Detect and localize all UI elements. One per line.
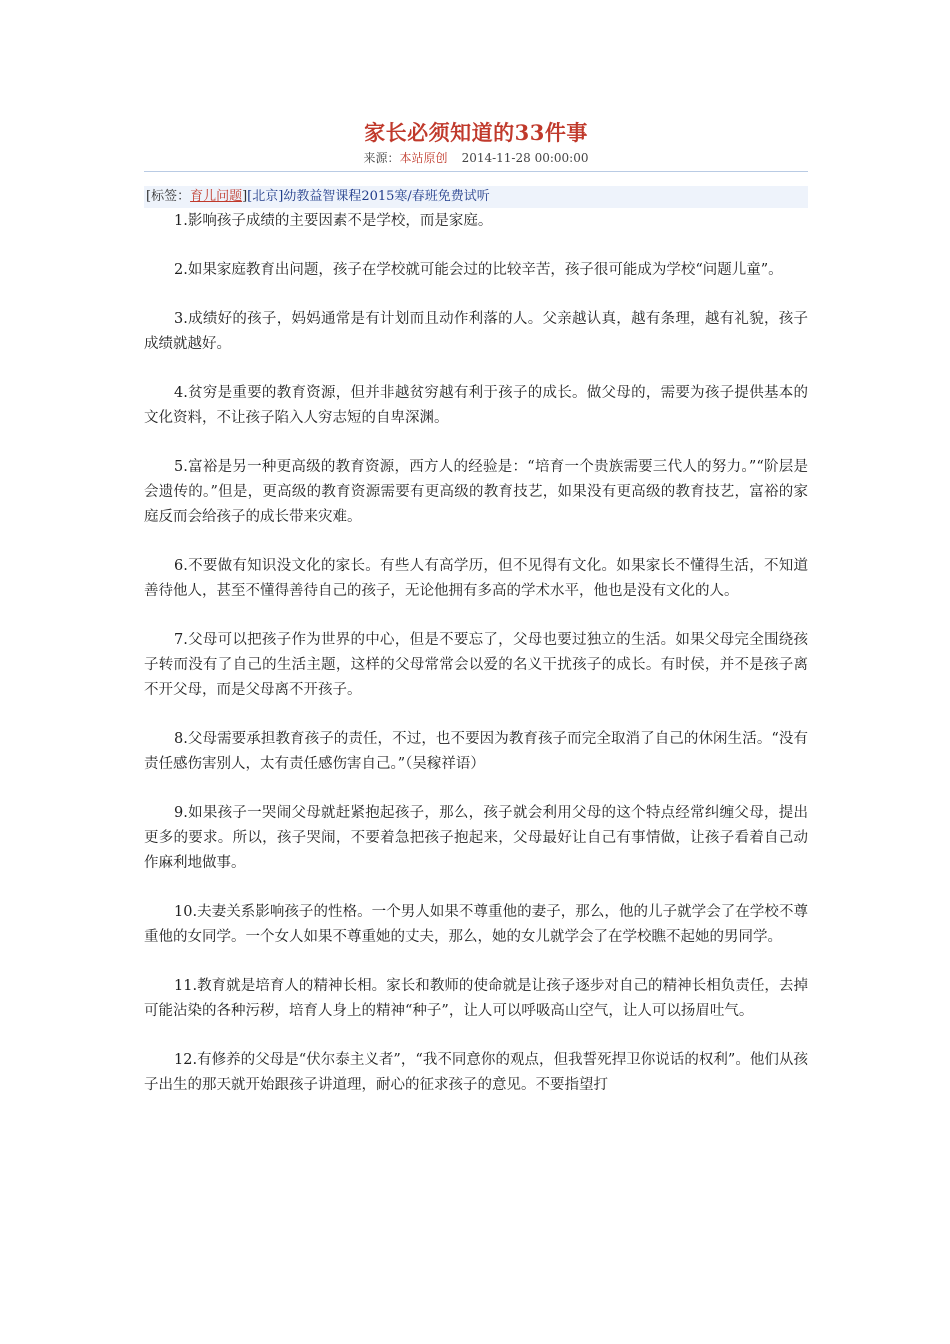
paragraph: 5.富裕是另一种更高级的教育资源，西方人的经验是：“培育一个贵族需要三代人的努力。”“阶层是会遗传的。”但是，更高级的教育资源需要有更高级的教育技艺，如果没有更高级的教育技艺，富裕的家庭反而会给孩子的成长带来灾难。	[144, 459, 808, 525]
paragraph: 9.如果孩子一哭闹父母就赶紧抱起孩子，那么，孩子就会利用父母的这个特点经常纠缠父母，提出更多的要求。所以，孩子哭闹，不要着急把孩子抱起来，父母最好让自己有事情做，让孩子看着自己动作麻利地做事。	[144, 805, 808, 871]
article-body	[144, 209, 808, 1098]
tag-link[interactable]: 育儿问题	[190, 189, 243, 204]
page-title: 家长必须知道的33件事	[364, 120, 588, 145]
source-link[interactable]: 本站原创	[399, 151, 448, 165]
paragraph: 6.不要做有知识没文化的家长。有些人有高学历，但不见得有文化。如果家长不懂得生活，不知道善待他人，甚至不懂得善待自己的孩子，无论他拥有多高的学术水平，他也是没有文化的人。	[144, 558, 808, 599]
paragraph: 3.成绩好的孩子，妈妈通常是有计划而且动作利落的人。父亲越认真，越有条理，越有礼貌，孩子成绩就越好。	[144, 311, 808, 352]
paragraph: 8.父母需要承担教育孩子的责任，不过，也不要因为教育孩子而完全取消了自己的休闲生活。“没有责任感伤害别人，太有责任感伤害自己。”（吴稼祥语）	[144, 731, 808, 772]
paragraph: 2.如果家庭教育出问题，孩子在学校就可能会过的比较辛苦，孩子很可能成为学校“问题儿童”。	[174, 262, 783, 278]
paragraph: 4.贫穷是重要的教育资源，但并非越贫穷越有利于孩子的成长。做父母的，需要为孩子提供基本的文化资料，不让孩子陷入人穷志短的自卑深渊。	[144, 385, 808, 426]
paragraph: 7.父母可以把孩子作为世界的中心，但是不要忘了，父母也要过独立的生活。如果父母完全围绕孩子转而没有了自己的生活主题，这样的父母常常会以爱的名义干扰孩子的成长。有时侯，并不是孩子离不开父母，而是父母离不开孩子。	[144, 632, 808, 698]
tag-suffix: ]	[242, 189, 248, 204]
publish-date: 2014-11-28 00:00:00	[461, 151, 589, 165]
article	[144, 118, 808, 1122]
source-label: 来源：	[363, 151, 400, 165]
title-divider	[144, 171, 808, 172]
promo-link[interactable]: [北京]幼教益智课程2015寒/春班免费试听	[247, 189, 490, 204]
tag-prefix: [标签：	[146, 189, 191, 204]
tag-bar	[144, 186, 808, 208]
paragraph: 12.有修养的父母是“伏尔泰主义者”，“我不同意你的观点，但我誓死捍卫你说话的权利”。他们从孩子出生的那天就开始跟孩子讲道理，耐心的征求孩子的意见。不要指望打	[144, 1052, 808, 1093]
paragraph: 1.影响孩子成绩的主要因素不是学校，而是家庭。	[174, 213, 493, 229]
paragraph: 11.教育就是培育人的精神长相。家长和教师的使命就是让孩子逐步对自己的精神长相负责任，去掉可能沾染的各种污秽，培育人身上的精神“种子”，让人可以呼吸高山空气，让人可以扬眉吐气。	[144, 978, 808, 1019]
article-meta	[144, 149, 808, 167]
paragraph: 10.夫妻关系影响孩子的性格。一个男人如果不尊重他的妻子，那么，他的儿子就学会了在学校不尊重他的女同学。一个女人如果不尊重她的丈夫，那么，她的女儿就学会了在学校瞧不起她的男同学。	[144, 904, 808, 945]
